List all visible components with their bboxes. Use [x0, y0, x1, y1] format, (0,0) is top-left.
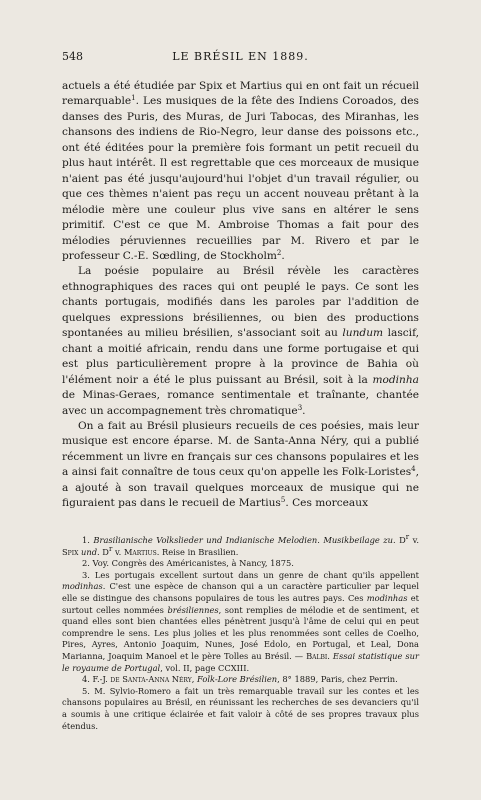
footnote-ref: 4	[411, 465, 416, 474]
footnote-ref: r	[108, 544, 113, 553]
text-run: brésiliennes	[167, 604, 219, 615]
paragraph	[62, 79, 419, 264]
text-run: 3. Les portugais excellent surtout dans un genre de chant qu'ils appellent	[82, 569, 419, 580]
text-run: Martius	[123, 546, 157, 557]
text-run: modinhas	[366, 592, 408, 603]
text-run: et surtout celles nommées	[62, 592, 419, 615]
text-run: .	[327, 650, 333, 661]
footnote	[62, 686, 419, 732]
footnote-ref: 5	[280, 496, 286, 505]
text-run: v.	[112, 546, 124, 557]
text-run: , vol. II, page CCXIII.	[160, 662, 250, 673]
text-run: , 8° 1889, Paris, chez Perrin.	[277, 674, 398, 685]
text-run: . Reise in Brasilien.	[156, 546, 239, 557]
text-run: lascif, chant a moitié africain, rendu dans une forme portugaise et qui est plus particulièrement propre à la province de Bahia où l'élément noir a été le plus puissant au Brésil, soit à la	[62, 327, 419, 386]
footnote-ref: 3	[297, 403, 303, 412]
text-run: ,	[191, 674, 198, 685]
text-run: La poésie populaire au Brésil révèle les caractères ethnographiques des races qui ont peuplé le pays. Ce sont les chants portugais, modifiés dans les paroles par l'addition de quelques expressions brésiliennes, ou bien des productions spontanées au milieu brésilien, s'associant soit au	[62, 265, 419, 340]
main-text	[62, 79, 419, 512]
running-header	[62, 50, 419, 64]
text-run: lundum	[342, 327, 384, 340]
text-run: und.	[81, 546, 100, 557]
page-number: 548	[62, 50, 83, 63]
text-run: On a fait au Brésil plusieurs recueils de ces poésies, mais leur musique est encore éparse. M. de Santa-Anna Néry, qui a publié récemment un livre en français sur ces chansons populaires et les a ainsi fait connaître de tous ceux qu'on appelle les Folk-Loristes	[62, 419, 419, 479]
text-run: actuels a été étudiée par Spix et Martius qui en ont fait un récueil remarquable	[62, 80, 419, 108]
text-run: 1.	[82, 535, 94, 545]
footnote	[62, 535, 419, 558]
text-run: de Minas-Geraes, romance sentimentale et traînante, chantée avec un accompagnement très chromatique	[62, 389, 419, 417]
footnote-ref: 2	[276, 248, 282, 257]
text-run: . C'est une espèce de chanson qui a un caractère particulier par lequel elle se distingue des chansons populaires de tous les autres pays. Ces	[62, 581, 419, 603]
footnote	[62, 558, 419, 570]
text-run: Balbi	[306, 650, 328, 661]
text-run: 2. Voy. Congrès des Américanistes, à Nancy, 1875.	[82, 558, 294, 569]
text-run: de Santa-Anna Néry	[110, 674, 192, 685]
text-run: . Les musiques de la fête des Indiens Coroados, des danses des Puris, des Muras, de Juri Tabocas, des Miranhas, les chansons des indiens de Rio-Negro, leur danse des poissons etc., ont été éditées pour la première fois formant un petit recueil du plus haut intérêt. Il est regrettable que ces morceaux de musique n'aient pas été jusqu'aujourd'hui l'objet d'un travail régulier, ou que ces thèmes n'aient pas reçu un accent nouveau prêtant à la mélodie mère une couleur plus vive sans en altérer le sens primitif. C'est ce que M. Ambroise Thomas a fait pour des mélodies péruviennes recueillies par M. Rivero et par le professeur C.-E. Sœdling, de Stockholm	[62, 95, 419, 262]
paragraph	[62, 419, 419, 512]
footnote-ref: 1	[131, 94, 136, 103]
footnote	[62, 570, 419, 674]
text-run: 4. F.-J.	[82, 674, 111, 685]
text-run: Folk-Lore Brésilien	[197, 674, 278, 685]
text-run: v.	[409, 535, 419, 545]
text-run: D	[99, 546, 109, 557]
text-run: , sont remplies de mélodie et de sentiment, et quand elles sont bien chantées elles pénètrent jusqu'à l'âme de celui qui en peut comprendre le sens. Les plus jolies et les plus renommées sont celles de Coelho, Pires, Ayres, Antonio Joaquim, Nunes, José Edolo, en Portugal, et Leal, Dona Marianna, Joaquim Manoel et le père Tolles au Brésil. —	[62, 604, 419, 661]
text-run: Brasilianische Volkslieder und Indianische Melodien. Musikbeilage zu.	[93, 535, 396, 545]
running-title: LE BRÉSIL EN 1889.	[172, 50, 309, 63]
text-run: modinhas	[62, 581, 103, 592]
text-run: , a ajouté à son travail quelques morceaux de musique qui ne figuraient pas dans le recueil de Martius	[62, 466, 419, 510]
text-run: D	[395, 535, 406, 545]
text-run: modinha	[372, 373, 419, 386]
text-run: . Ces morceaux	[285, 497, 369, 510]
text-run: 5. M. Sylvio-Romero a fait un très remarquable travail sur les contes et les chansons populaires au Brésil, en réunissant les recherches de ses devanciers qu'il a soumis à une critique éclairée et fait valoir à côté de ses propres travaux plus étendus.	[62, 685, 419, 731]
paragraph	[62, 264, 419, 419]
text-run: Spix	[62, 546, 79, 557]
text-run: .	[281, 249, 285, 262]
text-run: Essai statistique sur le royaume de Portugal	[62, 650, 419, 673]
footnote-ref: r	[405, 533, 410, 541]
text-run: .	[302, 404, 306, 417]
footnotes	[62, 535, 419, 732]
footnote	[62, 674, 419, 686]
